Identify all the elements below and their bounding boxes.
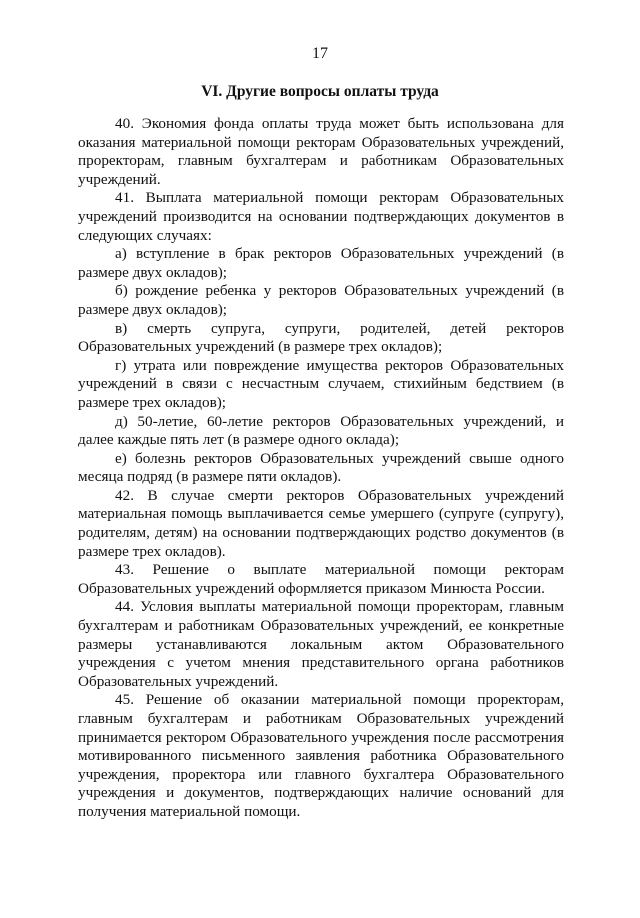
paragraph-41-d: д) 50-летие, 60-летие ректоров Образовательных учреждений, и далее каждые пять лет (в размере одного оклада); xyxy=(78,412,564,449)
paragraph-41-a: а) вступление в брак ректоров Образовательных учреждений (в размере двух окладов); xyxy=(78,245,564,281)
paragraph-41-g: г) утрата или повреждение имущества ректоров Образовательных учреждений в связи с несчастным случаем, стихийным бедствием (в размере трех окладов); xyxy=(78,356,564,411)
paragraph-41-v: в) смерть супруга, супруги, родителей, детей ректоров Образовательных учреждений (в размере трех окладов); xyxy=(78,319,564,356)
page-number: 17 xyxy=(312,45,328,62)
paragraph-43: 43. Решение о выплате материальной помощи ректорам Образовательных учреждений оформляется приказом Минюста России. xyxy=(78,561,564,597)
section-title: VI. Другие вопросы оплаты труда xyxy=(201,83,439,100)
paragraph-44: 44. Условия выплаты материальной помощи проректорам, главным бухгалтерам и работникам Образовательных учреждений, ее конкретные размеры устанавливаются локальным актом Образовательного учреждения с учетом мнения представительного органа работников Образовательных учреждений. xyxy=(78,598,564,690)
paragraph-41-b: б) рождение ребенка у ректоров Образовательных учреждений (в размере двух окладов); xyxy=(78,282,564,318)
paragraph-41: 41. Выплата материальной помощи ректорам Образовательных учреждений производится на основании подтверждающих документов в следующих случаях: xyxy=(78,189,564,244)
paragraph-45: 45. Решение об оказании материальной помощи проректорам, главным бухгалтерам и работникам Образовательных учреждений принимается ректором Образовательного учреждения после рассмотрения мотивированного письменного заявления работника Образовательного учреждения, проректора или главного бухгалтера Образовательного учреждения и документов, подтверждающих наличие оснований для получения материальной помощи. xyxy=(78,691,564,820)
document-body xyxy=(78,115,564,822)
paragraph-41-e: е) болезнь ректоров Образовательных учреждений свыше одного месяца подряд (в размере пяти окладов). xyxy=(78,449,564,486)
paragraph-42: 42. В случае смерти ректоров Образовательных учреждений материальная помощь выплачивается семье умершего (супруге (супругу), родителям, детям) на основании подтверждающих родство документов (в размере трех окладов). xyxy=(78,486,564,560)
paragraph-40: 40. Экономия фонда оплаты труда может быть использована для оказания материальной помощи ректорам Образовательных учреждений, проректорам, главным бухгалтерам и работникам Образовательных учреждений. xyxy=(78,115,564,188)
